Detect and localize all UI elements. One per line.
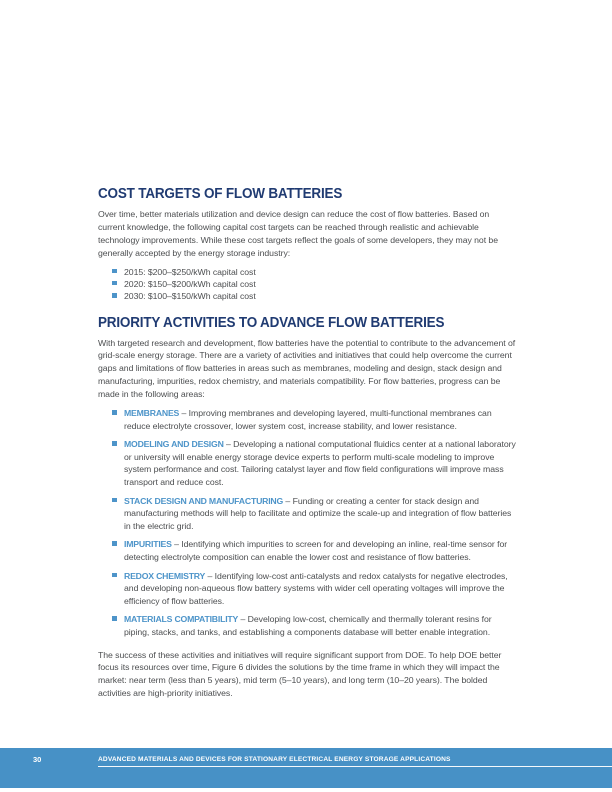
footer-rule	[98, 766, 612, 767]
bullet-square-icon	[112, 410, 117, 415]
priority-item-stack-design	[112, 495, 516, 533]
lead-separator: –	[223, 439, 234, 450]
closing-paragraph: The success of these activities and initiatives will require significant support from DOE. To help DOE better focus its resources over time, Figure 6 divides the solutions by the time frame in which they will impact the market: near term (less than 5 years), mid term (5–10 years), and long term (10–20 years). The bolded activities are high-priority initiatives.	[98, 649, 502, 699]
page-content	[98, 186, 516, 700]
priority-item-text: Developing a national computational fluidics center at a national laboratory or university will enable energy storage device experts to perform multi-scale modeling to improve system performance and cost. Tailoring catalyst layer and flow field configurations will improve mass transport and reduce cost.	[124, 439, 516, 488]
priority-item-text: Developing low-cost, chemically and thermally tolerant resins for piping, stacks, and tanks, and establishing a components database will better enable integration.	[124, 614, 492, 637]
section-heading-priority-activities: PRIORITY ACTIVITIES TO ADVANCE FLOW BATTERIES	[98, 314, 445, 331]
cost-target-text: 2015: $200–$250/kWh capital cost	[124, 266, 256, 277]
cost-target-text: 2030: $100–$150/kWh capital cost	[124, 291, 256, 302]
lead-separator: –	[283, 495, 293, 506]
priority-item-impurities	[112, 538, 516, 563]
priority-activities-intro-paragraph: With targeted research and development, flow batteries have the potential to contribute to the advancement of grid-scale energy storage. There are a variety of activities and initiatives that could help overcome the current gaps and limitations of flow batteries in areas such as membranes, modeling and design, stack design and manufacturing, impurities, redox chemistry, and materials compatibility. For flow batteries, progress can be made in the following areas:	[98, 337, 516, 400]
bullet-square-icon	[112, 498, 117, 503]
page-number: 30	[33, 755, 42, 764]
priority-item-redox-chemistry	[112, 570, 516, 608]
section-heading-cost-targets: COST TARGETS OF FLOW BATTERIES	[98, 186, 343, 202]
priority-item-membranes	[112, 407, 516, 432]
bullet-square-icon	[112, 616, 117, 621]
priority-activities-list	[98, 407, 516, 639]
cost-target-list	[98, 266, 516, 303]
priority-item-lead: REDOX CHEMISTRY	[124, 570, 206, 581]
bullet-square-icon	[112, 541, 117, 546]
footer-band	[0, 748, 612, 788]
bullet-square-icon	[112, 441, 117, 446]
priority-item-text: Funding or creating a center for stack design and manufacturing methods will help to facilitate and optimize the scale-up and integration of flow batteries in the electric grid.	[124, 495, 512, 531]
cost-target-item	[112, 266, 516, 278]
lead-separator: –	[238, 614, 248, 625]
cost-targets-intro-paragraph: Over time, better materials utilization and device design can reduce the cost of flow batteries. Based on current knowledge, the following capital cost targets can be reached through realistic and achievable technology improvements. While these cost targets reflect the goals of some developers, they may not be generally accepted by the energy storage industry:	[98, 209, 498, 258]
priority-item-materials-compatibility	[112, 613, 516, 638]
cost-target-text: 2020: $150–$200/kWh capital cost	[124, 278, 256, 289]
lead-separator: –	[171, 539, 182, 550]
bullet-square-icon	[112, 293, 117, 298]
bullet-square-icon	[112, 269, 117, 274]
cost-target-item	[112, 290, 516, 302]
bullet-square-icon	[112, 281, 117, 286]
cost-target-item	[112, 278, 516, 290]
priority-item-lead: STACK DESIGN AND MANUFACTURING	[124, 495, 284, 506]
priority-item-text: Improving membranes and developing layered, multi-functional membranes can reduce electrolyte crossover, lower system cost, increase stability, and lower resistance.	[124, 408, 492, 431]
priority-item-lead: IMPURITIES	[124, 539, 172, 550]
priority-item-text: Identifying which impurities to screen for and developing an inline, real-time sensor for detecting electrolyte composition can enable the lower cost and resistance of flow batteries.	[124, 539, 508, 562]
bullet-square-icon	[112, 573, 117, 578]
priority-item-lead: MODELING AND DESIGN	[124, 439, 224, 450]
priority-item-text: Identifying low-cost anti-catalysts and redox catalysts for negative electrodes, and developing non-aqueous flow battery systems with wider cell operating voltages will improve the efficiency of flow batteries.	[124, 570, 508, 606]
lead-separator: –	[205, 570, 215, 581]
priority-item-modeling-and-design	[112, 438, 516, 488]
footer-title: ADVANCED MATERIALS AND DEVICES FOR STATIONARY ELECTRICAL ENERGY STORAGE APPLICATIONS	[98, 755, 451, 763]
priority-item-lead: MATERIALS COMPATIBILITY	[124, 614, 239, 625]
lead-separator: –	[179, 408, 189, 419]
priority-item-lead: MEMBRANES	[124, 408, 180, 419]
